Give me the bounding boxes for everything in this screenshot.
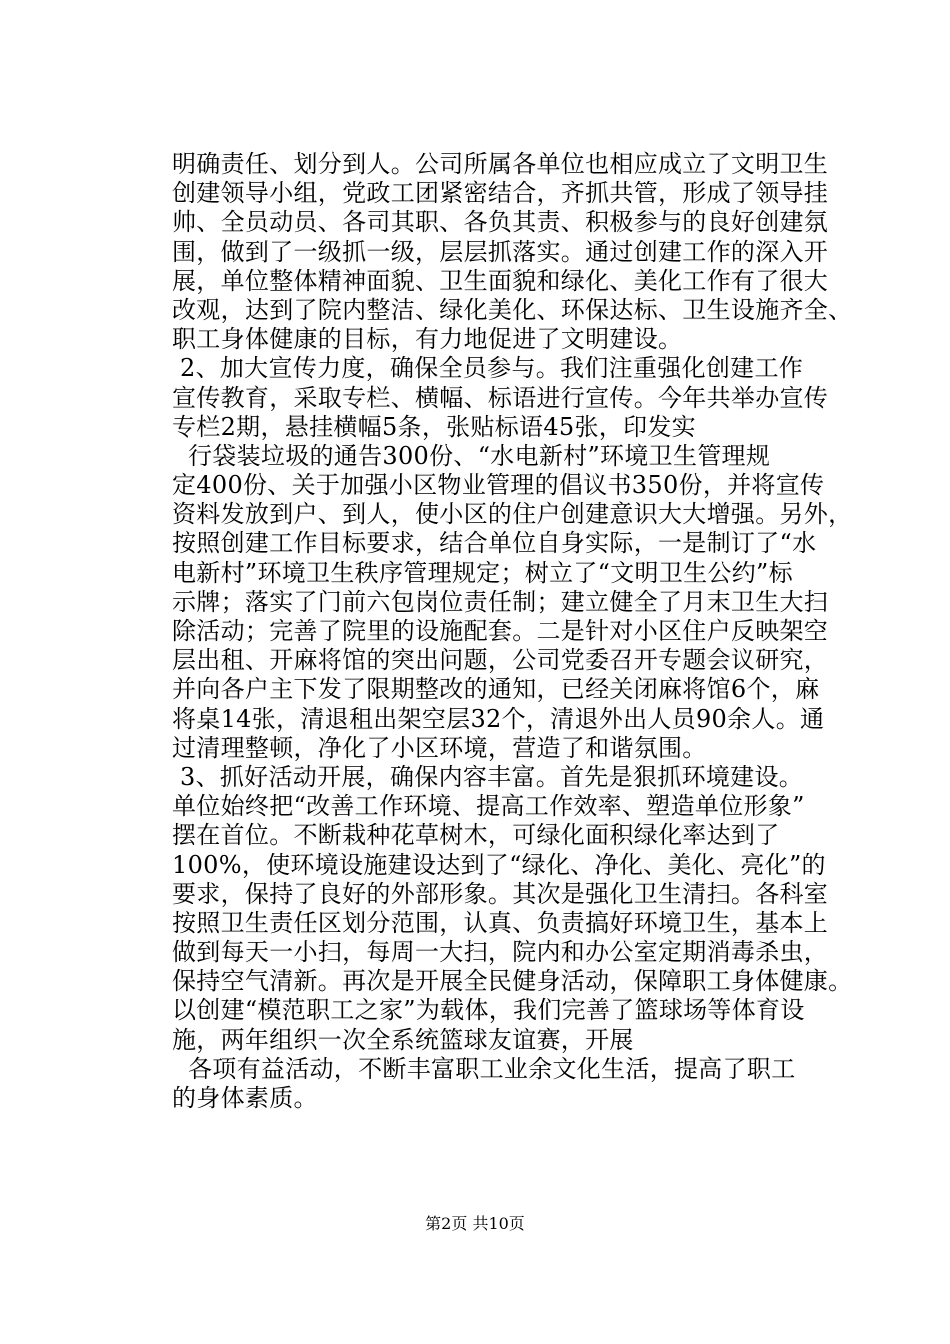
text-line: 要求，保持了良好的外部形象。其次是强化卫生清扫。各科室 — [172, 879, 829, 908]
text-line: 职工身体健康的目标，有力地促进了文明建设。 — [172, 325, 683, 354]
text-line: 按照卫生责任区划分范围，认真、负责搞好环境卫生，基本上 — [172, 908, 829, 937]
text-line: 100%，使环境设施建设达到了“绿化、净化、美化、亮化”的 — [172, 850, 826, 879]
text-line: 层出租、开麻将馆的突出问题，公司党委召开专题会议研究， — [172, 646, 829, 675]
text-line: 以创建“模范职工之家”为载体，我们完善了篮球场等体育设 — [172, 996, 805, 1025]
text-line: 摆在首位。不断栽种花草树木，可绿化面积绿化率达到了 — [172, 821, 780, 850]
text-line: 的身体素质。 — [172, 1084, 318, 1112]
text-line: 展，单位整体精神面貌、卫生面貌和绿化、美化工作有了很大 — [172, 266, 829, 295]
text-line: 将桌14张，清退租出架空层32个，清退外出人员90余人。通 — [172, 704, 825, 733]
paragraph-start-line: 3、抓好活动开展，确保内容丰富。首先是狠抓环境建设。 — [180, 762, 804, 791]
text-line: 保持空气清新。再次是开展全民健身活动，保障职工身体健康。 — [172, 967, 853, 996]
text-line: 宣传教育，采取专栏、横幅、标语进行宣传。今年共举办宣传 — [172, 383, 829, 412]
text-line: 资料发放到户、到人，使小区的住户创建意识大大增强。另外， — [172, 500, 853, 529]
paragraph-start-line: 各项有益活动，不断丰富职工业余文化生活，提高了职工 — [188, 1054, 796, 1083]
text-line: 按照创建工作目标要求，结合单位自身实际，一是制订了“水 — [172, 529, 817, 558]
text-line: 帅、全员动员、各司其职、各负其责、积极参与的良好创建氛 — [172, 208, 829, 237]
page-number-footer: 第2页 共10页 — [425, 1214, 525, 1233]
text-line: 并向各户主下发了限期整改的通知，已经关闭麻将馆6个，麻 — [172, 675, 820, 704]
text-line: 示牌；落实了门前六包岗位责任制；建立健全了月末卫生大扫 — [172, 587, 829, 616]
paragraph-start-line: 行袋装垃圾的通告300份、“水电新村”环境卫生管理规 — [188, 441, 771, 470]
text-line: 围，做到了一级抓一级，层层抓落实。通过创建工作的深入开 — [172, 237, 829, 266]
text-line: 施，两年组织一次全系统篮球友谊赛，开展 — [172, 1025, 634, 1054]
text-line: 明确责任、划分到人。公司所属各单位也相应成立了文明卫生 — [172, 150, 829, 178]
body-text — [172, 150, 862, 1113]
text-line: 除活动；完善了院里的设施配套。二是针对小区住户反映架空 — [172, 617, 829, 645]
paragraph-start-line: 2、加大宣传力度，确保全员参与。我们注重强化创建工作 — [180, 354, 804, 383]
text-line: 单位始终把“改善工作环境、提高工作效率、塑造单位形象” — [172, 792, 805, 821]
text-line: 定400份、关于加强小区物业管理的倡议书350份，并将宣传 — [172, 471, 825, 500]
text-line: 过清理整顿，净化了小区环境，营造了和谐氛围。 — [172, 733, 707, 762]
text-line: 电新村”环境卫生秩序管理规定；树立了“文明卫生公约”标 — [172, 558, 793, 587]
text-line: 创建领导小组，党政工团紧密结合，齐抓共管，形成了领导挂 — [172, 179, 829, 208]
text-line: 做到每天一小扫，每周一大扫，院内和办公室定期消毒杀虫， — [172, 938, 829, 967]
text-line: 改观，达到了院内整洁、绿化美化、环保达标、卫生设施齐全、 — [172, 295, 853, 324]
text-line: 专栏2期，悬挂横幅5条，张贴标语45张，印发实 — [172, 412, 696, 441]
